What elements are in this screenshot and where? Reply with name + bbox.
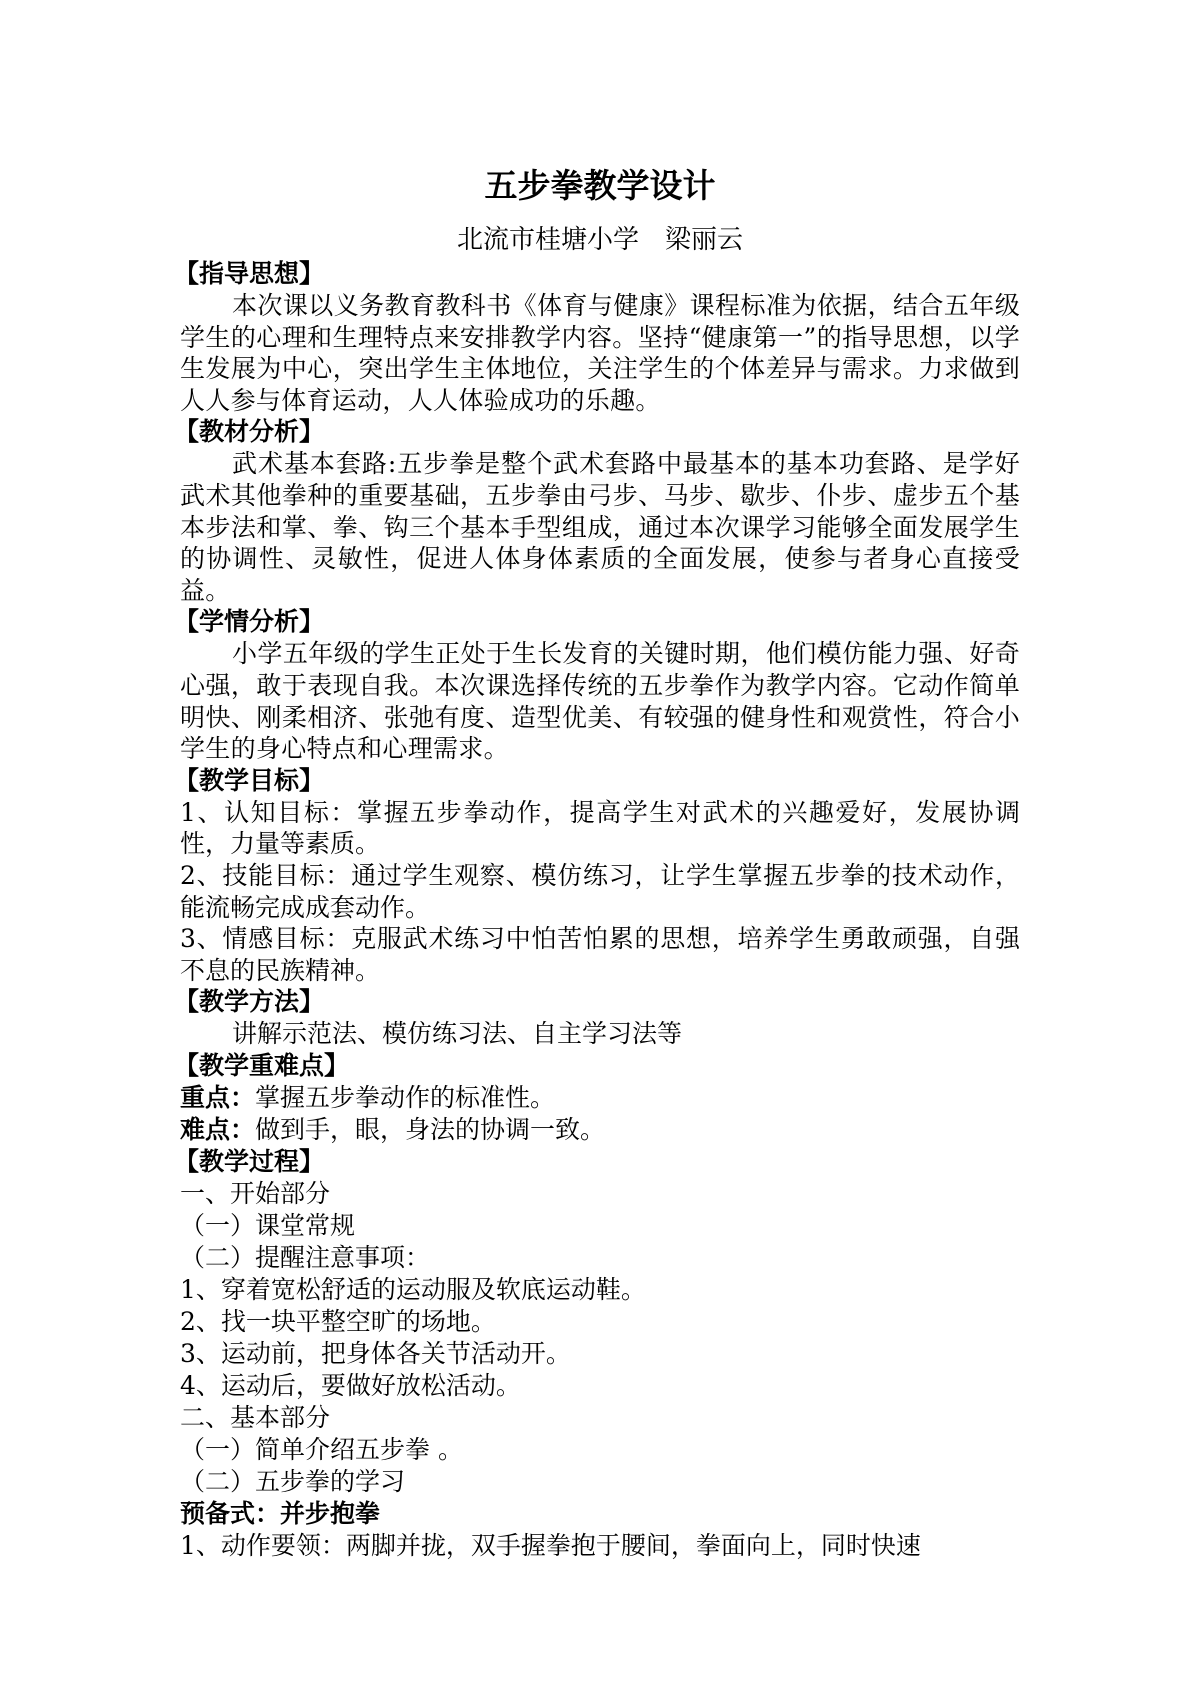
note-item: 3、运动前，把身体各关节活动开。 (180, 1339, 571, 1369)
process-part-heading: 二、基本部分 (180, 1403, 331, 1433)
process-part-heading: 一、开始部分 (180, 1179, 331, 1209)
stance-title: 预备式：并步抱拳 (180, 1499, 381, 1529)
process-subheading: （二）提醒注意事项： (180, 1243, 431, 1273)
page-title: 五步拳教学设计 (484, 166, 716, 205)
author-line: 北流市桂塘小学 梁丽云 (456, 225, 743, 255)
note-item: 2、找一块平整空旷的场地。 (180, 1307, 496, 1337)
difficult-point-line (180, 1114, 1020, 1146)
note-item: 1、穿着宽松舒适的运动服及软底运动鞋。 (180, 1275, 646, 1305)
difficult-point-text: 做到手，眼，身法的协调一致。 (255, 1115, 606, 1145)
learner-paragraph: 小学五年级的学生正处于生长发育的关键时期，他们模仿能力强、好奇心强，敢于表现自我。本次课选择传统的五步拳作为教学内容。它动作简单明快、刚柔相济、张弛有度、造型优美、有较强的健身性和观赏性，符合小学生的身心特点和心理需求。 (180, 639, 1020, 764)
process-subheading: （一）课堂常规 (180, 1211, 356, 1241)
goal-item: 2、技能目标：通过学生观察、模仿练习，让学生掌握五步拳的技术动作，能流畅完成成套动作。 (180, 860, 1020, 922)
key-point-line (180, 1082, 1020, 1114)
note-item: 4、运动后，要做好放松活动。 (180, 1371, 521, 1401)
section-heading-learner: 【学情分析】 (174, 607, 325, 637)
section-heading-goals: 【教学目标】 (174, 765, 325, 795)
section-heading-process: 【教学过程】 (174, 1147, 325, 1177)
key-point-label: 重点： (180, 1083, 256, 1113)
material-paragraph: 武术基本套路:五步拳是整个武术套路中最基本的基本功套路、是学好武术其他拳种的重要基础，五步拳由弓步、马步、歇步、仆步、虚步五个基本步法和掌、拳、钩三个基本手型组成，通过本次课学习能够全面发展学生的协调性、灵敏性，促进人体身体素质的全面发展，使参与者身心直接受益。 (180, 449, 1020, 605)
section-heading-methods: 【教学方法】 (174, 987, 325, 1017)
methods-paragraph: 讲解示范法、模仿练习法、自主学习法等 (232, 1019, 683, 1049)
stance-item: 1、动作要领：两脚并拢，双手握拳抱于腰间，拳面向上，同时快速 (180, 1531, 921, 1561)
section-heading-guiding: 【指导思想】 (174, 259, 325, 288)
difficult-point-label: 难点： (180, 1115, 256, 1145)
guiding-paragraph: 本次课以义务教育教科书《体育与健康》课程标准为依据，结合五年级学生的心理和生理特点来安排教学内容。坚持“健康第一”的指导思想，以学生发展为中心，突出学生主体地位，关注学生的个体差异与需求。力求做到人人参与体育运动，人人体验成功的乐趣。 (180, 291, 1020, 415)
process-subheading: （二）五步拳的学习 (180, 1467, 406, 1497)
document-page (174, 150, 1020, 1562)
section-heading-material: 【教材分析】 (174, 417, 325, 447)
process-subheading: （一）简单介绍五步拳 。 (180, 1435, 463, 1465)
goal-item: 1、认知目标：掌握五步拳动作，提高学生对武术的兴趣爱好，发展协调性，力量等素质。 (180, 797, 1020, 859)
section-heading-keypoints: 【教学重难点】 (174, 1051, 350, 1081)
goal-item: 3、情感目标：克服武术练习中怕苦怕累的思想，培养学生勇敢顽强，自强不息的民族精神。 (180, 924, 1020, 985)
key-point-text: 掌握五步拳动作的标准性。 (255, 1083, 556, 1113)
